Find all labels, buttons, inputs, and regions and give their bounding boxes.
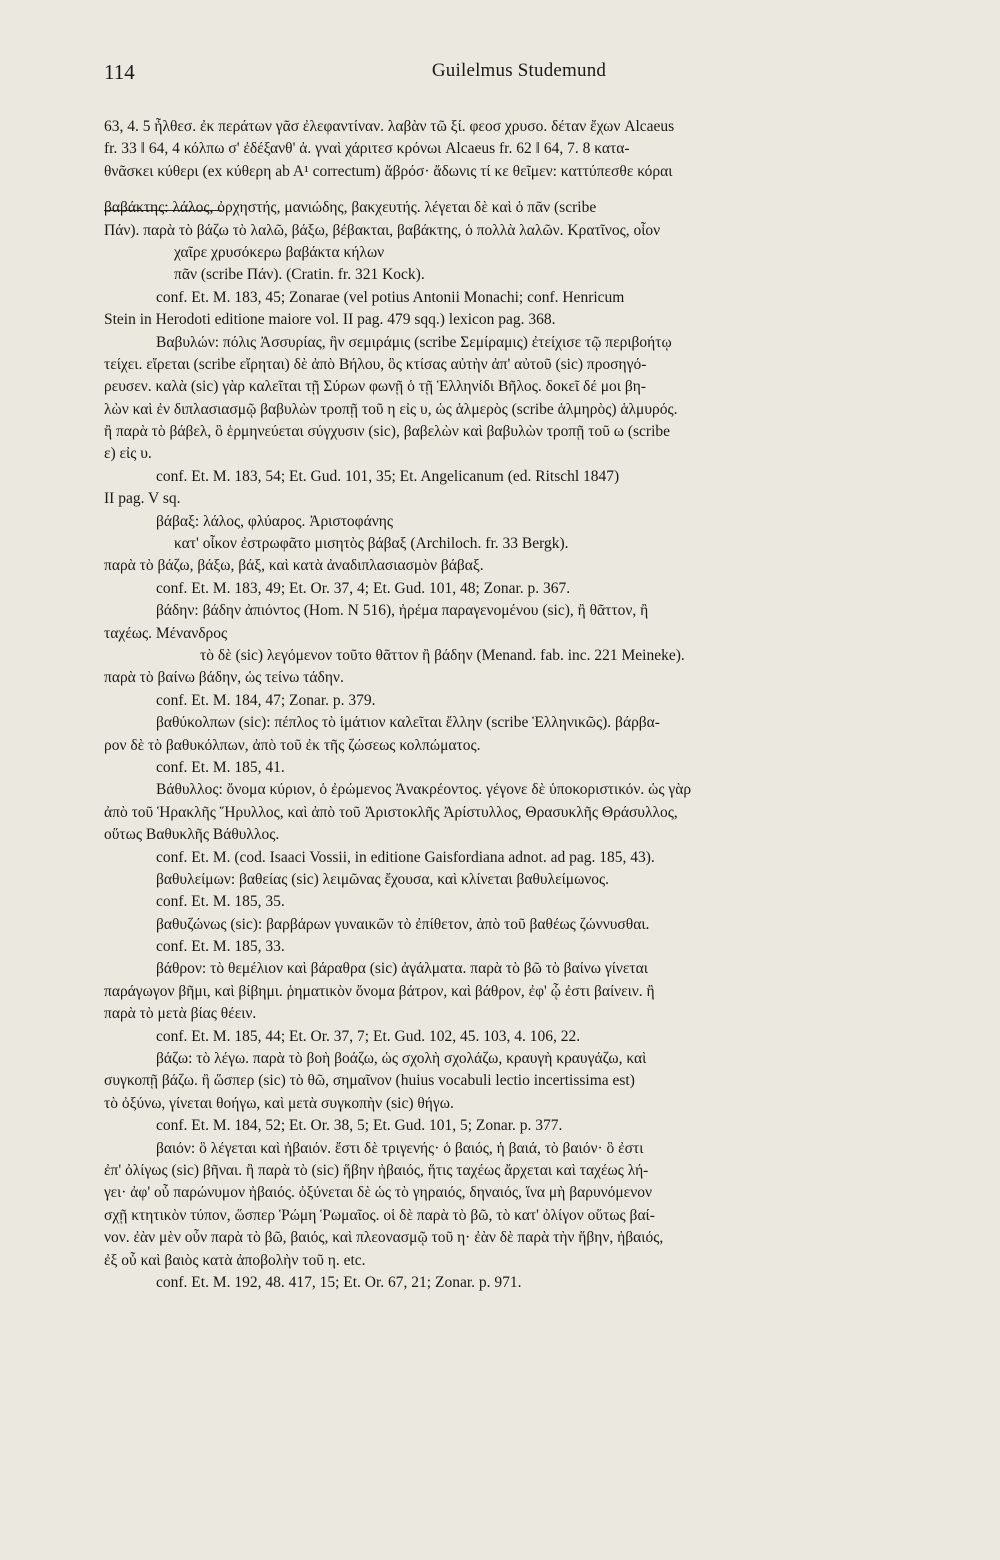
text-line: παρὰ τὸ βάζω, βάξω, βάξ, καὶ κατὰ ἀναδιπλασιασμὸν βάβαξ. — [104, 557, 484, 575]
text-line: λὼν καὶ ἐν διπλασιασμῷ βαβυλὼν τροπῇ τοῦ η εἰς υ, ὡς ἁλμερὸς (scribe ἁλμηρὸς) ἁλμυρός. — [104, 400, 678, 418]
reference-line: conf. Et. M. (cod. Isaaci Vossii, in editione Gaisfordiana adnot. ad pag. 185, 43). — [156, 848, 655, 866]
entry-line: Βαβυλών: πόλις Ἀσσυρίας, ἣν σεμιράμις (scribe Σεμίραμις) ἐτείχισε τῷ περιβοήτῳ — [156, 333, 672, 351]
entry-line: βαιόν: ὃ λέγεται καὶ ἠβαιόν. ἔστι δὲ τριγενής· ὁ βαιός, ἡ βαιά, τὸ βαιόν· ὃ ἐστι — [156, 1139, 644, 1157]
text-line: βαβάκτης: λάλος, ὀρχηστής, μανιώδης, βακχευτής. λέγεται δὲ καὶ ὁ πᾶν (scribe — [104, 199, 597, 217]
text-line: παράγωγον βῆμι, καὶ βίβημι. ῥηματικὸν ὄνομα βάτρον, καὶ βάθρον, ἐφ' ᾧ ἐστι βαίνειν. ἢ — [104, 982, 655, 1000]
text-line: ταχέως. Μένανδρος — [104, 624, 228, 642]
entry-line: βαθυζώνως (sic): βαρβάρων γυναικῶν τὸ ἐπίθετον, ἀπὸ τοῦ βαθέως ζώννυσθαι. — [156, 915, 650, 933]
text-line: οὕτως Βαθυκλῆς Βάθυλλος. — [104, 826, 280, 844]
text-line: ἀπὸ τοῦ Ἡρακλῆς Ἥρυλλος, καὶ ἀπὸ τοῦ Ἀριστοκλῆς Ἀρίστυλλος, Θρασυκλῆς Θράσυλλος, — [104, 803, 678, 821]
text-line: τὸ ὀξύνω, γίνεται θοήγω, καὶ μετὰ συγκοπὴν (sic) θήγω. — [104, 1094, 454, 1112]
reference-line: conf. Et. M. 183, 45; Zonarae (vel potius Antonii Monachi; conf. Henricum — [156, 288, 625, 306]
text-line: γει· ἀφ' οὗ παρώνυμον ἠβαιός. ὀξύνεται δὲ ὡς τὸ γηραιός, δηναιός, ἵνα μὴ βαρυνόμενον — [104, 1184, 652, 1202]
running-head: Guilelmus Studemund — [431, 60, 607, 81]
text-line: ἐπ' ὀλίγως (sic) βῆναι. ἢ παρὰ τὸ (sic) ἥβην ἠβαιός, ἥτις ταχέως ἄρχεται καὶ ταχέως λή- — [104, 1161, 649, 1179]
text-line: II pag. V sq. — [104, 490, 181, 508]
reference-line: conf. Et. M. 185, 35. — [156, 893, 285, 911]
entry-line: βάδην: βάδην ἀπιόντος (Hom. N 516), ἠρέμα παραγενομένου (sic), ἢ θᾶττον, ἢ — [156, 602, 649, 620]
entry-line: βαθύκολπων (sic): πέπλος τὸ ἱμάτιον καλεῖται ἔλλην (scribe Ἑλληνικῶς). βάρβα- — [156, 714, 660, 732]
page-header — [104, 60, 934, 90]
reference-line: conf. Et. M. 185, 44; Et. Or. 37, 7; Et. Gud. 102, 45. 103, 4. 106, 22. — [156, 1027, 581, 1045]
entry-line: βάθρον: τὸ θεμέλιον καὶ βάραθρα (sic) ἀγάλματα. παρὰ τὸ βῶ τὸ βαίνω γίνεται — [156, 960, 648, 978]
reference-line: conf. Et. M. 185, 41. — [156, 758, 285, 776]
reference-line: conf. Et. M. 185, 33. — [156, 938, 285, 956]
text-line: σχῇ κτητικὸν τύπον, ὥσπερ Ῥώμη Ῥωμαῖος. οἱ δὲ παρὰ τὸ βῶ, τὸ κατ' ὀλίγον οὕτως βαί- — [104, 1206, 655, 1224]
text-line: παρὰ τὸ μετὰ βίας θέειν. — [104, 1005, 257, 1023]
entry-line: βάζω: τὸ λέγω. παρὰ τὸ βοὴ βοάζω, ὡς σχολὴ σχολάζω, κραυγὴ κραυγάζω, καὶ — [156, 1050, 647, 1068]
reference-line: conf. Et. M. 184, 47; Zonar. p. 379. — [156, 691, 376, 709]
text-line: 63, 4. 5 ἦλθεσ. ἐκ περάτων γᾶσ ἐλεφαντίναν. λαβὰν τῶ ξί. φεοσ χρυσο. δέταν ἔχων Alcaeus — [104, 118, 675, 135]
reference-line: conf. Et. M. 183, 54; Et. Gud. 101, 35; Et. Angelicanum (ed. Ritschl 1847) — [156, 467, 620, 485]
entry-line: Βάθυλλος: ὄνομα κύριον, ὁ ἐρώμενος Ἀνακρέοντος. γέγονε δὲ ὑποκοριστικόν. ὡς γὰρ — [156, 781, 692, 799]
text-line: θνᾶσκει κύθερι (ex κύθερη ab A¹ correctum) ἄβρόσ· ἄδωνις τί κε θεῖμεν: καττύπεσθε κόραι — [104, 162, 673, 180]
entry-line: βάβαξ: λάλος, φλύαρος. Ἀριστοφάνης — [156, 512, 393, 530]
quote-line: χαῖρε χρυσόκερω βαβάκτα κήλων — [174, 243, 385, 261]
text-line: ρευσεν. καλὰ (sic) γὰρ καλεῖται τῇ Σύρων φωνῇ ὁ τῇ Ἑλληνίδι Βῆλος. δοκεῖ δέ μοι βη- — [104, 378, 647, 396]
quote-line: κατ' οἶκον ἐστρωφᾶτο μισητὸς βάβαξ (Archiloch. fr. 33 Bergk). — [174, 535, 569, 553]
page-number: 114 — [104, 60, 135, 84]
text-line: ε) εἰς υ. — [104, 445, 152, 463]
text-line: συγκοπῇ βάζω. ἢ ὥσπερ (sic) τὸ θῶ, σημαῖνον (huius vocabuli lectio incertissima est) — [104, 1072, 635, 1090]
quote-line: πᾶν (scribe Πάν). (Cratin. fr. 321 Kock). — [174, 266, 425, 284]
reference-line: conf. Et. M. 183, 49; Et. Or. 37, 4; Et. Gud. 101, 48; Zonar. p. 367. — [156, 579, 571, 597]
entry-line: βαθυλείμων: βαθείας (sic) λειμῶνας ἔχουσα, καὶ κλίνεται βαθυλείμωνος. — [156, 870, 610, 888]
body-text — [104, 116, 926, 1294]
text-line: τείχει. εἴρεται (scribe εἴρηται) δὲ ἀπὸ Βήλου, ὃς κτίσας αὐτὴν ἀπ' αὐτοῦ (sic) προσηγό- — [104, 355, 647, 373]
quote-line: τὸ δὲ (sic) λεγόμενον τοῦτο θᾶττον ἢ βάδην (Menand. fab. inc. 221 Meineke). — [200, 646, 685, 664]
text-line: Stein in Herodoti editione maiore vol. II pag. 479 sqq.) lexicon pag. 368. — [104, 311, 556, 329]
reference-line: conf. Et. M. 184, 52; Et. Or. 38, 5; Et. Gud. 101, 5; Zonar. p. 377. — [156, 1117, 563, 1135]
reference-line: conf. Et. M. 192, 48. 417, 15; Et. Or. 67, 21; Zonar. p. 971. — [156, 1273, 522, 1291]
text-line: νον. ἐὰν μὲν οὖν παρὰ τὸ βῶ, βαιός, καὶ πλεονασμῷ τοῦ η· ἐὰν δὲ παρὰ τὴν ἥβην, ἠβαιός, — [104, 1229, 664, 1247]
text-line: fr. 33 ‖ 64, 4 κόλπω σ' ἐδέξανθ' ἀ. γναὶ χάριτεσ κρόνωι Alcaeus fr. 62 ‖ 64, 7. 8 κατα- — [104, 140, 630, 158]
text-line: ἢ παρὰ τὸ βάβελ, ὃ ἑρμηνεύεται σύγχυσιν (sic), βαβελὼν καὶ βαβυλὼν τροπῇ τοῦ ω (scribe — [104, 423, 670, 441]
text-line: Πάν). παρὰ τὸ βάζω τὸ λαλῶ, βάξω, βέβακται, βαβάκτης, ὁ πολλὰ λαλῶν. Κρατῖνος, οἷον — [104, 221, 661, 239]
text-line: παρὰ τὸ βαίνω βάδην, ὡς τείνω τάδην. — [104, 669, 344, 687]
text-line: ρον δὲ τὸ βαθυκόλπων, ἀπὸ τοῦ ἐκ τῆς ζώσεως κολπώματος. — [104, 736, 481, 754]
text-line: ἐξ οὗ καὶ βαιὸς κατὰ ἀποβολὴν τοῦ η. etc. — [104, 1251, 366, 1269]
